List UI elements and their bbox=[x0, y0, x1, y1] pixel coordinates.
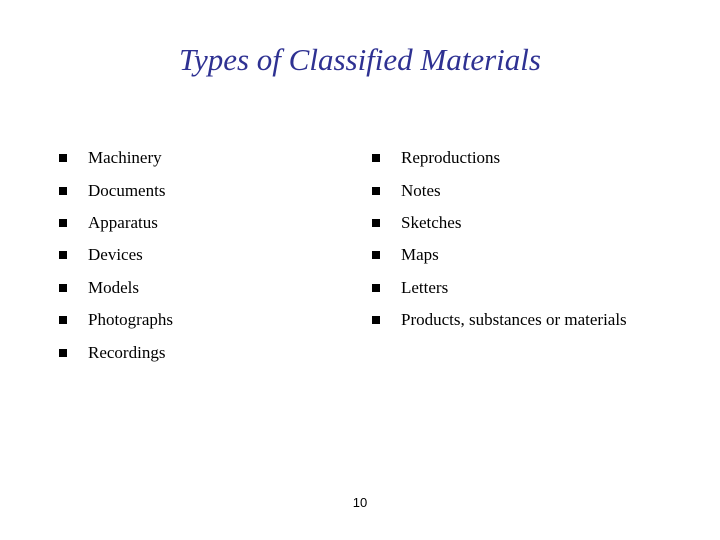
list-item bbox=[59, 304, 359, 336]
slide-title: Types of Classified Materials bbox=[179, 42, 541, 77]
list-item bbox=[59, 272, 359, 304]
list-item-label: Photographs bbox=[88, 310, 173, 330]
square-bullet-icon bbox=[372, 251, 380, 259]
list-item-label: Notes bbox=[401, 180, 441, 200]
list-item-label: Maps bbox=[401, 245, 439, 265]
list-item-label: Letters bbox=[401, 277, 449, 297]
square-bullet-icon bbox=[59, 349, 67, 357]
square-bullet-icon bbox=[59, 219, 67, 227]
square-bullet-icon bbox=[59, 187, 67, 195]
right-bullet-list bbox=[372, 142, 702, 336]
list-item-label: Sketches bbox=[401, 212, 462, 232]
page-number: 10 bbox=[352, 495, 368, 510]
square-bullet-icon bbox=[372, 219, 380, 227]
list-item bbox=[59, 174, 359, 206]
left-bullet-list bbox=[59, 142, 359, 369]
list-item bbox=[59, 336, 359, 368]
list-item-label: Products, substances or materials bbox=[401, 310, 627, 330]
list-item bbox=[59, 239, 359, 271]
square-bullet-icon bbox=[59, 154, 67, 162]
square-bullet-icon bbox=[372, 154, 380, 162]
square-bullet-icon bbox=[372, 187, 380, 195]
list-item-label: Apparatus bbox=[88, 212, 158, 232]
list-item-label: Documents bbox=[88, 180, 166, 200]
list-item bbox=[372, 272, 702, 304]
square-bullet-icon bbox=[372, 284, 380, 292]
list-item-label: Devices bbox=[88, 245, 143, 265]
list-item bbox=[372, 304, 702, 336]
square-bullet-icon bbox=[59, 284, 67, 292]
list-item bbox=[372, 174, 702, 206]
list-item-label: Machinery bbox=[88, 148, 162, 168]
square-bullet-icon bbox=[372, 316, 380, 324]
list-item bbox=[372, 142, 702, 174]
list-item-label: Models bbox=[88, 277, 139, 297]
list-item bbox=[372, 207, 702, 239]
list-item bbox=[372, 239, 702, 271]
list-item bbox=[59, 142, 359, 174]
list-item-label: Recordings bbox=[88, 342, 166, 362]
list-item bbox=[59, 207, 359, 239]
square-bullet-icon bbox=[59, 251, 67, 259]
list-item-label: Reproductions bbox=[401, 148, 501, 168]
square-bullet-icon bbox=[59, 316, 67, 324]
